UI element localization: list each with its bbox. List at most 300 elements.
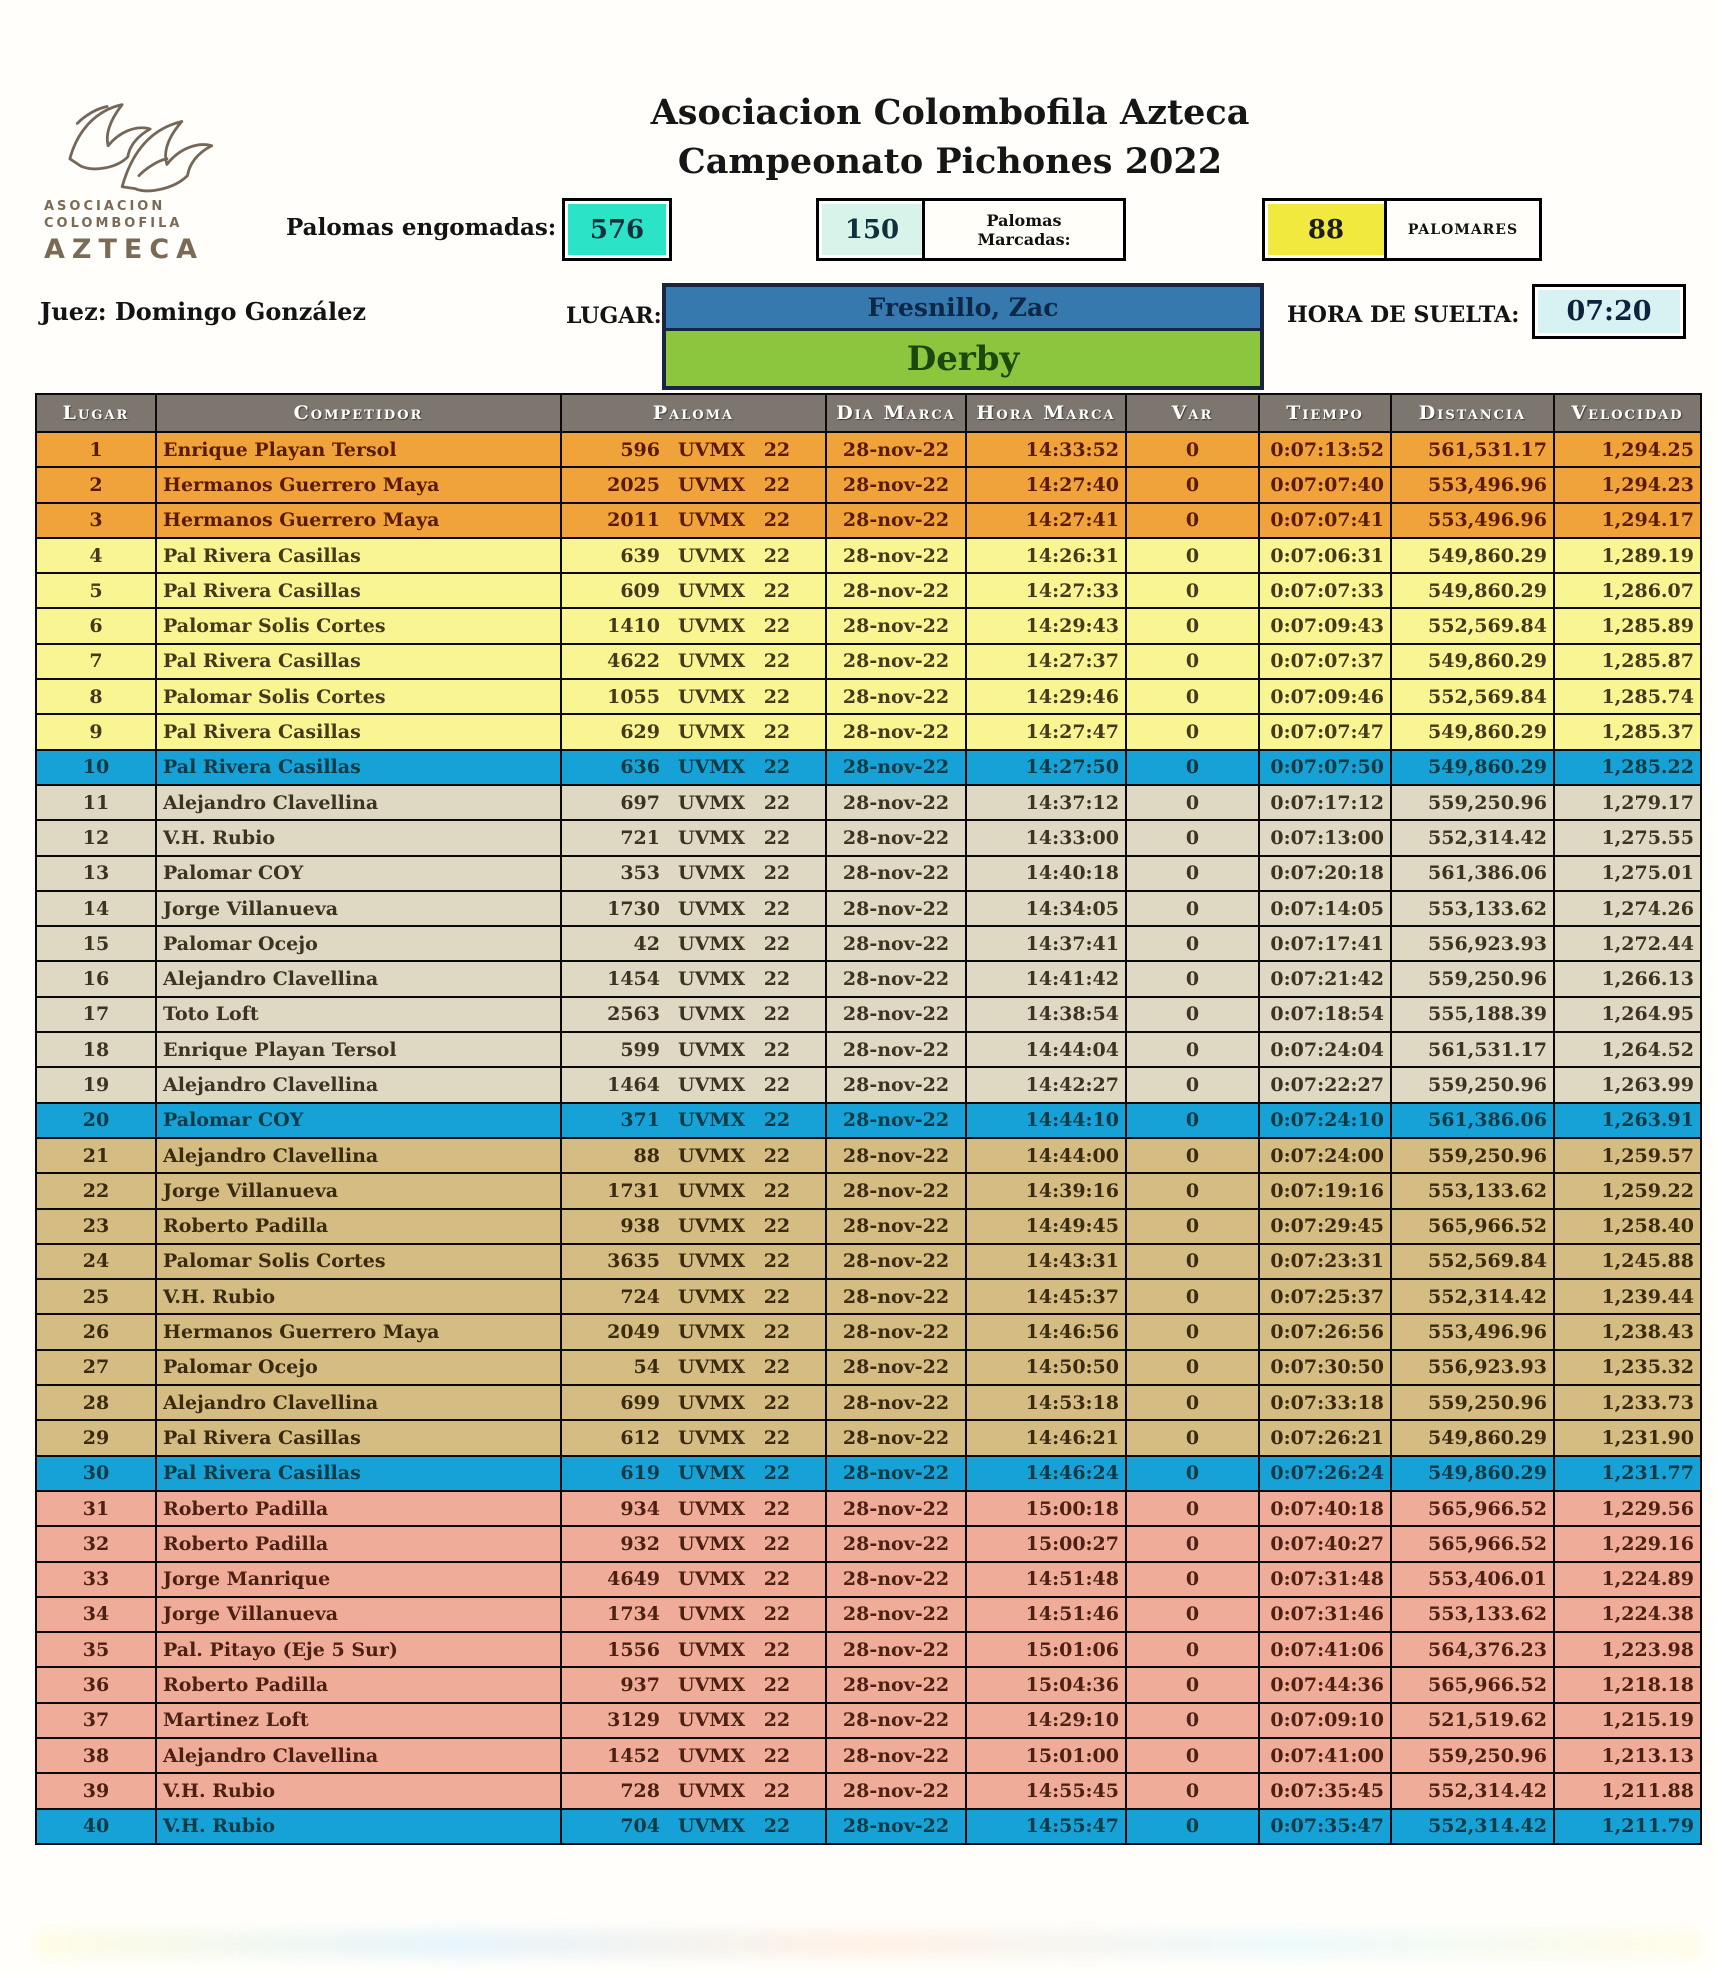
- cell-hora-marca: 14:50:50: [966, 1350, 1126, 1385]
- table-row: [36, 1738, 1701, 1773]
- cell-lugar: 31: [36, 1491, 156, 1526]
- cell-competidor: V.H. Rubio: [156, 820, 561, 855]
- cell-tiempo: 0:07:41:00: [1259, 1738, 1391, 1773]
- cell-paloma: [561, 1103, 826, 1138]
- cell-var: 0: [1126, 1667, 1259, 1702]
- cell-dia-marca: 28-nov-22: [826, 1032, 966, 1067]
- location-value: Fresnillo, Zac: [666, 287, 1260, 331]
- cell-tiempo: 0:07:40:27: [1259, 1526, 1391, 1561]
- cell-tiempo: 0:07:07:37: [1259, 644, 1391, 679]
- ring-number: 934: [620, 1497, 660, 1520]
- cell-paloma: [561, 1703, 826, 1738]
- cell-tiempo: 0:07:07:41: [1259, 503, 1391, 538]
- cell-distancia: 552,569.84: [1391, 608, 1554, 643]
- cell-var: 0: [1126, 891, 1259, 926]
- ring-band: UVMX 22: [678, 932, 791, 955]
- table-row: [36, 538, 1701, 573]
- palomas-marcadas-value-box: 150: [816, 198, 928, 261]
- cell-lugar: 3: [36, 503, 156, 538]
- cell-hora-marca: 14:51:46: [966, 1597, 1126, 1632]
- cell-hora-marca: 14:27:33: [966, 573, 1126, 608]
- table-row: [36, 961, 1701, 996]
- cell-competidor: Palomar Ocejo: [156, 1350, 561, 1385]
- palomas-engomadas-label: Palomas engomadas:: [286, 214, 557, 241]
- ring-band: UVMX 22: [678, 1815, 791, 1838]
- cell-paloma: [561, 1209, 826, 1244]
- cell-dia-marca: 28-nov-22: [826, 1173, 966, 1208]
- cell-competidor: V.H. Rubio: [156, 1279, 561, 1314]
- cell-competidor: Palomar COY: [156, 856, 561, 891]
- ring-band: UVMX 22: [678, 579, 791, 602]
- ring-number: 937: [620, 1674, 660, 1697]
- cell-competidor: Pal. Pitayo (Eje 5 Sur): [156, 1632, 561, 1667]
- ring-band: UVMX 22: [678, 1709, 791, 1732]
- cell-velocidad: 1,245.88: [1554, 1244, 1701, 1279]
- cell-var: 0: [1126, 1067, 1259, 1102]
- cell-hora-marca: 15:01:00: [966, 1738, 1126, 1773]
- ring-band: UVMX 22: [678, 968, 791, 991]
- cell-tiempo: 0:07:20:18: [1259, 856, 1391, 891]
- cell-paloma: [561, 961, 826, 996]
- ring-band: UVMX 22: [678, 509, 791, 532]
- ring-band: UVMX 22: [678, 685, 791, 708]
- ring-number: 88: [633, 1144, 660, 1167]
- cell-dia-marca: 28-nov-22: [826, 714, 966, 749]
- cell-paloma: [561, 644, 826, 679]
- cell-var: 0: [1126, 1032, 1259, 1067]
- cell-paloma: [561, 785, 826, 820]
- cell-lugar: 24: [36, 1244, 156, 1279]
- cell-hora-marca: 14:38:54: [966, 997, 1126, 1032]
- ring-band: UVMX 22: [678, 1462, 791, 1485]
- cell-var: 0: [1126, 1703, 1259, 1738]
- cell-tiempo: 0:07:35:47: [1259, 1809, 1391, 1844]
- cell-hora-marca: 15:00:18: [966, 1491, 1126, 1526]
- ring-band: UVMX 22: [678, 615, 791, 638]
- cell-hora-marca: 15:04:36: [966, 1667, 1126, 1702]
- cell-distancia: 549,860.29: [1391, 573, 1554, 608]
- ring-number: 4649: [607, 1568, 660, 1591]
- ring-number: 42: [633, 932, 660, 955]
- cell-distancia: 552,314.42: [1391, 1279, 1554, 1314]
- cell-lugar: 12: [36, 820, 156, 855]
- cell-lugar: 1: [36, 432, 156, 467]
- cell-velocidad: 1,285.37: [1554, 714, 1701, 749]
- ring-band: UVMX 22: [678, 1003, 791, 1026]
- cell-hora-marca: 14:27:47: [966, 714, 1126, 749]
- cell-velocidad: 1,211.79: [1554, 1809, 1701, 1844]
- pigeons-sketch-icon: [48, 86, 228, 198]
- cell-hora-marca: 14:43:31: [966, 1244, 1126, 1279]
- page-title: Asociacion Colombofila Azteca: [650, 92, 1250, 133]
- cell-lugar: 26: [36, 1314, 156, 1349]
- cell-distancia: 565,966.52: [1391, 1491, 1554, 1526]
- cell-paloma: [561, 608, 826, 643]
- cell-competidor: Alejandro Clavellina: [156, 1138, 561, 1173]
- cell-competidor: Roberto Padilla: [156, 1667, 561, 1702]
- cell-paloma: [561, 538, 826, 573]
- cell-lugar: 39: [36, 1773, 156, 1808]
- ring-number: 639: [620, 544, 660, 567]
- cell-velocidad: 1,285.22: [1554, 750, 1701, 785]
- logo-org-line1: ASOCIACION: [44, 199, 166, 214]
- cell-var: 0: [1126, 961, 1259, 996]
- cell-distancia: 565,966.52: [1391, 1526, 1554, 1561]
- cell-tiempo: 0:07:21:42: [1259, 961, 1391, 996]
- ring-number: 4622: [607, 650, 660, 673]
- cell-tiempo: 0:07:29:45: [1259, 1209, 1391, 1244]
- cell-competidor: Alejandro Clavellina: [156, 1738, 561, 1773]
- cell-hora-marca: 14:40:18: [966, 856, 1126, 891]
- cell-paloma: [561, 1385, 826, 1420]
- cell-lugar: 29: [36, 1420, 156, 1455]
- ring-band: UVMX 22: [678, 1426, 791, 1449]
- table-row: [36, 891, 1701, 926]
- cell-distancia: 553,133.62: [1391, 891, 1554, 926]
- cell-paloma: [561, 1350, 826, 1385]
- cell-tiempo: 0:07:07:40: [1259, 467, 1391, 502]
- cell-distancia: 549,860.29: [1391, 750, 1554, 785]
- cell-paloma: [561, 679, 826, 714]
- release-time-value-box: 07:20: [1532, 284, 1686, 339]
- cell-distancia: 559,250.96: [1391, 1138, 1554, 1173]
- cell-distancia: 553,133.62: [1391, 1597, 1554, 1632]
- cell-var: 0: [1126, 750, 1259, 785]
- cell-competidor: Pal Rivera Casillas: [156, 1420, 561, 1455]
- cell-lugar: 27: [36, 1350, 156, 1385]
- ring-band: UVMX 22: [678, 1779, 791, 1802]
- table-row: [36, 679, 1701, 714]
- cell-var: 0: [1126, 997, 1259, 1032]
- cell-competidor: Pal Rivera Casillas: [156, 573, 561, 608]
- table-row: [36, 1526, 1701, 1561]
- cell-var: 0: [1126, 714, 1259, 749]
- results-table-body: [36, 432, 1701, 1844]
- cell-tiempo: 0:07:07:47: [1259, 714, 1391, 749]
- cell-paloma: [561, 1491, 826, 1526]
- ring-number: 932: [620, 1532, 660, 1555]
- cell-lugar: 19: [36, 1067, 156, 1102]
- cell-velocidad: 1,229.56: [1554, 1491, 1701, 1526]
- cell-paloma: [561, 750, 826, 785]
- cell-var: 0: [1126, 1738, 1259, 1773]
- cell-paloma: [561, 573, 826, 608]
- cell-distancia: 559,250.96: [1391, 1385, 1554, 1420]
- cell-competidor: Jorge Villanueva: [156, 891, 561, 926]
- ring-band: UVMX 22: [678, 1391, 791, 1414]
- cell-velocidad: 1,264.52: [1554, 1032, 1701, 1067]
- cell-paloma: [561, 1032, 826, 1067]
- cell-lugar: 10: [36, 750, 156, 785]
- table-row: [36, 926, 1701, 961]
- column-header-competidor: Competidor: [156, 394, 561, 432]
- column-header-tiempo: Tiempo: [1259, 394, 1391, 432]
- cell-paloma: [561, 997, 826, 1032]
- table-header-row: [36, 394, 1701, 432]
- cell-dia-marca: 28-nov-22: [826, 573, 966, 608]
- cell-distancia: 552,314.42: [1391, 1809, 1554, 1844]
- cell-lugar: 40: [36, 1809, 156, 1844]
- cell-dia-marca: 28-nov-22: [826, 820, 966, 855]
- ring-number: 697: [620, 791, 660, 814]
- cell-velocidad: 1,233.73: [1554, 1385, 1701, 1420]
- table-row: [36, 1456, 1701, 1491]
- cell-var: 0: [1126, 1526, 1259, 1561]
- table-row: [36, 1385, 1701, 1420]
- cell-distancia: 559,250.96: [1391, 1738, 1554, 1773]
- table-row: [36, 1138, 1701, 1173]
- cell-hora-marca: 14:44:10: [966, 1103, 1126, 1138]
- cell-tiempo: 0:07:24:10: [1259, 1103, 1391, 1138]
- cell-hora-marca: 15:00:27: [966, 1526, 1126, 1561]
- cell-var: 0: [1126, 1138, 1259, 1173]
- cell-velocidad: 1,215.19: [1554, 1703, 1701, 1738]
- cell-distancia: 555,188.39: [1391, 997, 1554, 1032]
- cell-competidor: Alejandro Clavellina: [156, 961, 561, 996]
- cell-dia-marca: 28-nov-22: [826, 1420, 966, 1455]
- cell-hora-marca: 14:29:10: [966, 1703, 1126, 1738]
- cell-var: 0: [1126, 820, 1259, 855]
- column-header-distancia: Distancia: [1391, 394, 1554, 432]
- cell-lugar: 11: [36, 785, 156, 820]
- cell-var: 0: [1126, 644, 1259, 679]
- ring-band: UVMX 22: [678, 862, 791, 885]
- ring-band: UVMX 22: [678, 1250, 791, 1273]
- column-header-paloma: Paloma: [561, 394, 826, 432]
- cell-var: 0: [1126, 785, 1259, 820]
- cell-competidor: Alejandro Clavellina: [156, 785, 561, 820]
- cell-lugar: 14: [36, 891, 156, 926]
- cell-velocidad: 1,274.26: [1554, 891, 1701, 926]
- table-row: [36, 1103, 1701, 1138]
- cell-dia-marca: 28-nov-22: [826, 750, 966, 785]
- cell-paloma: [561, 1562, 826, 1597]
- cell-var: 0: [1126, 1209, 1259, 1244]
- ring-number: 1454: [607, 968, 660, 991]
- palomas-marcadas-label-box: [922, 198, 1126, 261]
- cell-var: 0: [1126, 1103, 1259, 1138]
- table-row: [36, 1597, 1701, 1632]
- cell-distancia: 561,386.06: [1391, 856, 1554, 891]
- cell-dia-marca: 28-nov-22: [826, 1385, 966, 1420]
- cell-paloma: [561, 1809, 826, 1844]
- cell-tiempo: 0:07:09:46: [1259, 679, 1391, 714]
- cell-hora-marca: 14:55:47: [966, 1809, 1126, 1844]
- ring-band: UVMX 22: [678, 1321, 791, 1344]
- table-row: [36, 1420, 1701, 1455]
- cell-dia-marca: 28-nov-22: [826, 1773, 966, 1808]
- page-subtitle: Campeonato Pichones 2022: [677, 141, 1223, 182]
- cell-velocidad: 1,275.01: [1554, 856, 1701, 891]
- cell-tiempo: 0:07:24:04: [1259, 1032, 1391, 1067]
- cell-competidor: Jorge Manrique: [156, 1562, 561, 1597]
- cell-competidor: Jorge Villanueva: [156, 1173, 561, 1208]
- cell-hora-marca: 14:46:21: [966, 1420, 1126, 1455]
- cell-hora-marca: 14:49:45: [966, 1209, 1126, 1244]
- cell-lugar: 38: [36, 1738, 156, 1773]
- ring-band: UVMX 22: [678, 1638, 791, 1661]
- ring-band: UVMX 22: [678, 1285, 791, 1308]
- cell-paloma: [561, 891, 826, 926]
- cell-var: 0: [1126, 1809, 1259, 1844]
- cell-velocidad: 1,285.87: [1554, 644, 1701, 679]
- ring-number: 1464: [607, 1073, 660, 1096]
- cell-hora-marca: 14:53:18: [966, 1385, 1126, 1420]
- cell-paloma: [561, 1597, 826, 1632]
- ring-number: 54: [633, 1356, 660, 1379]
- cell-velocidad: 1,294.23: [1554, 467, 1701, 502]
- cell-competidor: Enrique Playan Tersol: [156, 432, 561, 467]
- cell-dia-marca: 28-nov-22: [826, 432, 966, 467]
- cell-velocidad: 1,286.07: [1554, 573, 1701, 608]
- cell-var: 0: [1126, 1173, 1259, 1208]
- ring-number: 371: [620, 1109, 660, 1132]
- cell-tiempo: 0:07:44:36: [1259, 1667, 1391, 1702]
- cell-tiempo: 0:07:13:00: [1259, 820, 1391, 855]
- cell-tiempo: 0:07:14:05: [1259, 891, 1391, 926]
- ring-band: UVMX 22: [678, 1356, 791, 1379]
- cell-hora-marca: 14:44:00: [966, 1138, 1126, 1173]
- cell-tiempo: 0:07:30:50: [1259, 1350, 1391, 1385]
- ring-band: UVMX 22: [678, 473, 791, 496]
- cell-competidor: Toto Loft: [156, 997, 561, 1032]
- cell-competidor: Pal Rivera Casillas: [156, 714, 561, 749]
- table-row: [36, 1244, 1701, 1279]
- cell-velocidad: 1,239.44: [1554, 1279, 1701, 1314]
- cell-dia-marca: 28-nov-22: [826, 1350, 966, 1385]
- cell-paloma: [561, 1420, 826, 1455]
- cell-tiempo: 0:07:09:10: [1259, 1703, 1391, 1738]
- cell-lugar: 7: [36, 644, 156, 679]
- table-row: [36, 573, 1701, 608]
- cell-hora-marca: 14:42:27: [966, 1067, 1126, 1102]
- cell-velocidad: 1,213.13: [1554, 1738, 1701, 1773]
- cell-lugar: 36: [36, 1667, 156, 1702]
- cell-distancia: 552,569.84: [1391, 1244, 1554, 1279]
- ring-band: UVMX 22: [678, 1497, 791, 1520]
- table-row: [36, 1173, 1701, 1208]
- cell-hora-marca: 14:29:46: [966, 679, 1126, 714]
- cell-hora-marca: 14:46:24: [966, 1456, 1126, 1491]
- cell-dia-marca: 28-nov-22: [826, 1138, 966, 1173]
- cell-paloma: [561, 1526, 826, 1561]
- cell-lugar: 23: [36, 1209, 156, 1244]
- cell-paloma: [561, 1067, 826, 1102]
- cell-lugar: 16: [36, 961, 156, 996]
- cell-dia-marca: 28-nov-22: [826, 785, 966, 820]
- cell-paloma: [561, 432, 826, 467]
- cell-hora-marca: 14:27:40: [966, 467, 1126, 502]
- cell-var: 0: [1126, 608, 1259, 643]
- cell-competidor: V.H. Rubio: [156, 1773, 561, 1808]
- cell-velocidad: 1,264.95: [1554, 997, 1701, 1032]
- cell-dia-marca: 28-nov-22: [826, 891, 966, 926]
- cell-velocidad: 1,259.22: [1554, 1173, 1701, 1208]
- cell-dia-marca: 28-nov-22: [826, 961, 966, 996]
- cell-competidor: Palomar Solis Cortes: [156, 679, 561, 714]
- cell-paloma: [561, 1773, 826, 1808]
- table-row: [36, 997, 1701, 1032]
- cell-dia-marca: 28-nov-22: [826, 1244, 966, 1279]
- cell-competidor: Martinez Loft: [156, 1703, 561, 1738]
- cell-velocidad: 1,223.98: [1554, 1632, 1701, 1667]
- cell-tiempo: 0:07:40:18: [1259, 1491, 1391, 1526]
- cell-tiempo: 0:07:13:52: [1259, 432, 1391, 467]
- ring-band: UVMX 22: [678, 826, 791, 849]
- cell-competidor: Palomar COY: [156, 1103, 561, 1138]
- cell-paloma: [561, 1244, 826, 1279]
- cell-competidor: Hermanos Guerrero Maya: [156, 467, 561, 502]
- cell-distancia: 559,250.96: [1391, 785, 1554, 820]
- cell-var: 0: [1126, 1632, 1259, 1667]
- ring-band: UVMX 22: [678, 1038, 791, 1061]
- ring-number: 1452: [607, 1744, 660, 1767]
- cell-hora-marca: 14:41:42: [966, 961, 1126, 996]
- location-label: LUGAR:: [566, 303, 662, 329]
- table-row: [36, 1350, 1701, 1385]
- cell-dia-marca: 28-nov-22: [826, 1703, 966, 1738]
- ring-number: 596: [620, 438, 660, 461]
- table-row: [36, 856, 1701, 891]
- ring-number: 619: [620, 1462, 660, 1485]
- column-header-var: Var: [1126, 394, 1259, 432]
- ring-number: 724: [620, 1285, 660, 1308]
- cell-distancia: 553,133.62: [1391, 1173, 1554, 1208]
- cell-paloma: [561, 1738, 826, 1773]
- cell-dia-marca: 28-nov-22: [826, 1279, 966, 1314]
- cell-distancia: 553,496.96: [1391, 1314, 1554, 1349]
- ring-number: 704: [620, 1815, 660, 1838]
- cell-distancia: 549,860.29: [1391, 538, 1554, 573]
- cell-competidor: Pal Rivera Casillas: [156, 538, 561, 573]
- cell-distancia: 549,860.29: [1391, 644, 1554, 679]
- ring-number: 2025: [607, 473, 660, 496]
- table-row: [36, 714, 1701, 749]
- cell-competidor: Alejandro Clavellina: [156, 1067, 561, 1102]
- cell-hora-marca: 14:26:31: [966, 538, 1126, 573]
- table-row: [36, 1667, 1701, 1702]
- cell-distancia: 559,250.96: [1391, 1067, 1554, 1102]
- ring-number: 1734: [607, 1603, 660, 1626]
- cell-distancia: 561,386.06: [1391, 1103, 1554, 1138]
- cell-var: 0: [1126, 467, 1259, 502]
- cell-dia-marca: 28-nov-22: [826, 1103, 966, 1138]
- cell-distancia: 552,569.84: [1391, 679, 1554, 714]
- cell-tiempo: 0:07:18:54: [1259, 997, 1391, 1032]
- ring-band: UVMX 22: [678, 1109, 791, 1132]
- cell-lugar: 28: [36, 1385, 156, 1420]
- cell-competidor: Enrique Playan Tersol: [156, 1032, 561, 1067]
- cell-paloma: [561, 1173, 826, 1208]
- column-header-lugar: Lugar: [36, 394, 156, 432]
- cell-distancia: 556,923.93: [1391, 926, 1554, 961]
- cell-lugar: 5: [36, 573, 156, 608]
- cell-hora-marca: 14:34:05: [966, 891, 1126, 926]
- cell-var: 0: [1126, 1773, 1259, 1808]
- cell-hora-marca: 14:29:43: [966, 608, 1126, 643]
- ring-number: 353: [620, 862, 660, 885]
- cell-dia-marca: 28-nov-22: [826, 1667, 966, 1702]
- cell-var: 0: [1126, 538, 1259, 573]
- ring-number: 612: [620, 1426, 660, 1449]
- cell-velocidad: 1,238.43: [1554, 1314, 1701, 1349]
- ring-number: 1556: [607, 1638, 660, 1661]
- ring-number: 728: [620, 1779, 660, 1802]
- cell-hora-marca: 14:37:12: [966, 785, 1126, 820]
- cell-lugar: 13: [36, 856, 156, 891]
- ring-band: UVMX 22: [678, 1674, 791, 1697]
- cell-tiempo: 0:07:09:43: [1259, 608, 1391, 643]
